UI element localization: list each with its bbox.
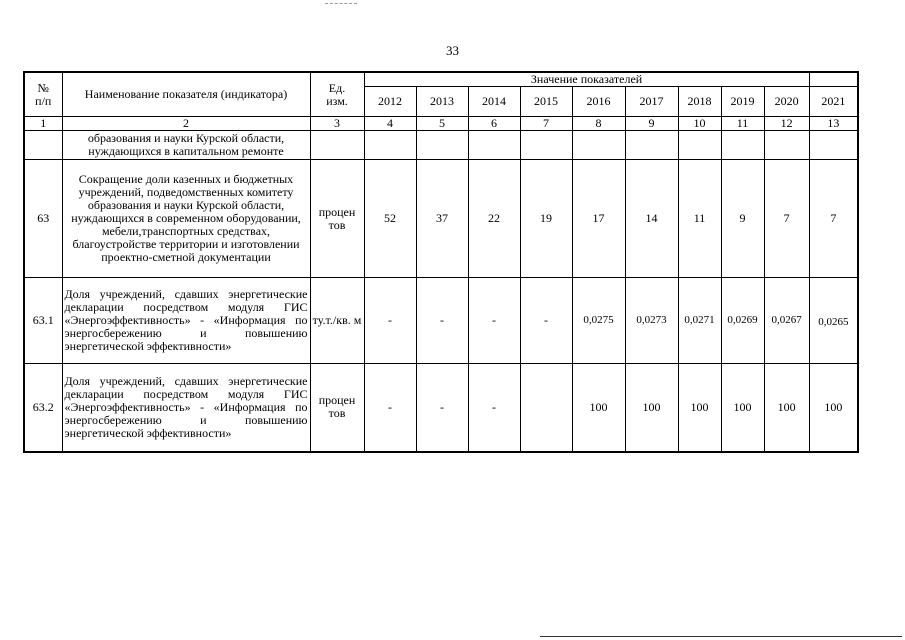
row-value xyxy=(416,131,468,160)
row-value: 100 xyxy=(572,364,625,452)
header-values: Значение показателей xyxy=(364,72,809,87)
index-cell: 11 xyxy=(721,117,764,131)
header-row-top xyxy=(24,72,858,87)
row-value xyxy=(678,131,721,160)
year-2018: 2018 xyxy=(678,87,721,117)
row-unit: ту.т./кв. м xyxy=(310,278,364,364)
year-2015: 2015 xyxy=(520,87,572,117)
indicators-table xyxy=(23,71,859,453)
row-value: 14 xyxy=(625,160,678,278)
row-value: - xyxy=(468,278,520,364)
row-value: 7 xyxy=(809,160,858,278)
row-value xyxy=(809,131,858,160)
row-value xyxy=(764,131,809,160)
row-value: 0,0267 xyxy=(764,278,809,364)
row-value: 37 xyxy=(416,160,468,278)
index-cell: 6 xyxy=(468,117,520,131)
table-row xyxy=(24,160,858,278)
row-value: 7 xyxy=(764,160,809,278)
year-2021: 2021 xyxy=(809,87,858,117)
row-value: 0,0271 xyxy=(678,278,721,364)
row-value xyxy=(468,131,520,160)
index-cell: 8 xyxy=(572,117,625,131)
header-unit: Ед. изм. xyxy=(310,72,364,117)
row-value: 0,0269 xyxy=(721,278,764,364)
header-num: № п/п xyxy=(24,72,62,117)
row-value: - xyxy=(416,278,468,364)
row-value: 100 xyxy=(809,364,858,452)
row-value: 100 xyxy=(625,364,678,452)
table-row xyxy=(24,364,858,452)
page-number: 33 xyxy=(446,43,459,58)
row-name: образования и науки Курской области, нуждающихся в капитальном ремонте xyxy=(62,131,310,160)
row-value: - xyxy=(364,278,416,364)
table-row xyxy=(24,278,858,364)
row-unit: процен тов xyxy=(310,160,364,278)
row-name: Доля учреждений, сдавших энергетические декларации посредством модуля ГИС «Энергоэффективность» - «Информация по энергосбережению и повышению энергетической эффективности» xyxy=(62,278,310,364)
index-cell: 12 xyxy=(764,117,809,131)
row-value xyxy=(520,364,572,452)
index-cell: 5 xyxy=(416,117,468,131)
header-values-extra xyxy=(809,72,858,87)
row-value: 17 xyxy=(572,160,625,278)
row-value: - xyxy=(520,278,572,364)
row-value: 9 xyxy=(721,160,764,278)
year-2017: 2017 xyxy=(625,87,678,117)
row-value: 22 xyxy=(468,160,520,278)
row-value xyxy=(572,131,625,160)
row-value: - xyxy=(416,364,468,452)
row-name: Доля учреждений, сдавших энергетические декларации посредством модуля ГИС «Энергоэффективность» - «Информация по энергосбережению и повышению энергетической эффективности» xyxy=(62,364,310,452)
row-value: 100 xyxy=(721,364,764,452)
row-num: 63.1 xyxy=(24,278,62,364)
index-row xyxy=(24,117,858,131)
row-value: 0,0275 xyxy=(572,278,625,364)
year-2020: 2020 xyxy=(764,87,809,117)
row-unit xyxy=(310,131,364,160)
row-value xyxy=(721,131,764,160)
index-cell: 9 xyxy=(625,117,678,131)
year-2013: 2013 xyxy=(416,87,468,117)
header-name: Наименование показателя (индикатора) xyxy=(62,72,310,117)
row-value: - xyxy=(364,364,416,452)
row-unit: процен тов xyxy=(310,364,364,452)
row-value: 11 xyxy=(678,160,721,278)
index-cell: 10 xyxy=(678,117,721,131)
year-2019: 2019 xyxy=(721,87,764,117)
scan-edge-line xyxy=(540,636,902,637)
row-value: 0,0273 xyxy=(625,278,678,364)
year-2016: 2016 xyxy=(572,87,625,117)
year-2012: 2012 xyxy=(364,87,416,117)
year-2014: 2014 xyxy=(468,87,520,117)
index-cell: 2 xyxy=(62,117,310,131)
index-cell: 1 xyxy=(24,117,62,131)
scan-mark xyxy=(325,3,357,5)
row-value: 19 xyxy=(520,160,572,278)
row-num: 63.2 xyxy=(24,364,62,452)
row-value: 52 xyxy=(364,160,416,278)
row-value xyxy=(625,131,678,160)
table-row xyxy=(24,131,858,160)
index-cell: 3 xyxy=(310,117,364,131)
row-value xyxy=(520,131,572,160)
row-value: 100 xyxy=(678,364,721,452)
row-value xyxy=(364,131,416,160)
index-cell: 13 xyxy=(809,117,858,131)
row-name: Сокращение доли казенных и бюджетных учреждений, подведомственных комитету образования и науки Курской области, нуждающихся в современном оборудовании, мебели,транспортных средствах, благоустройстве территории и изготовлении проектно-сметной документации xyxy=(62,160,310,278)
row-value: 100 xyxy=(764,364,809,452)
index-cell: 7 xyxy=(520,117,572,131)
row-value: - xyxy=(468,364,520,452)
row-num xyxy=(24,131,62,160)
index-cell: 4 xyxy=(364,117,416,131)
row-num: 63 xyxy=(24,160,62,278)
row-value: 0,0265 xyxy=(809,278,858,364)
